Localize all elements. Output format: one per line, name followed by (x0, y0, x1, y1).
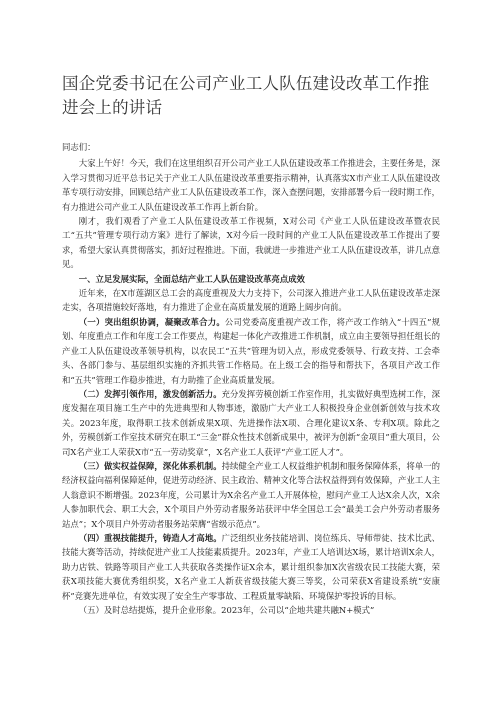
item-lead-5: （五）及时总结提炼，提升企业形象。 (78, 605, 222, 615)
item-body-1: 公司党委高度重视产改工作，将产改工作纳入“十四五”规划、年度重点工作和年度工会工作要点，构建起一体化产改推进工作机制，成立由主要领导担任组长的产业工人队伍建设改革领导机构，以农民工“五共”管理为切入点，形成党委领导、行政支持、工会牵头、各部门参与、基层组织实施的齐抓共管工作格局。在上级工会的指导和帮扶下，各项目产改工作和“五共”管理工作稳步推进，有力助推了企业高质量发展。 (62, 316, 440, 385)
item-lead-3: （三）做实权益保障，深化体系机制。 (78, 460, 222, 471)
item-lead-2: （二）发挥引领作用，激发创新活力。 (78, 388, 222, 399)
item-lead-4: （四）重视技能提升，铸造人才高地。 (78, 532, 222, 543)
section-intro-paragraph: 近年来，在X市莲湖区总工会的高度重视及大力支持下，公司深入推进产业工人队伍建设改革走深走实，各项措施较好落地，有力推进了企业在高质量发展的道路上阔步向前。 (62, 288, 440, 313)
intro-paragraph-2: 刚才，我们观看了产业工人队伍建设改革工作视频，X对公司《产业工人队伍建设改革暨农民工“五共”管理专项行动方案》进行了解读，X对今后一段时间的产业工人队伍建设改革工作提出了要求，希望大家认真贯彻落实，抓好过程推进。下面，我就进一步推进产业工人队伍建设改革，讲几点意见。 (62, 216, 440, 270)
item-paragraph-4 (62, 531, 440, 603)
item-paragraph-3 (62, 459, 440, 531)
item-paragraph-1 (62, 315, 440, 387)
item-body-5: 2023年，公司以“企地共建共融N+模式” (221, 605, 375, 615)
item-paragraph-2 (62, 387, 440, 459)
item-body-2: 充分发挥劳模创新工作室作用，扎实做好典型选树工作，深度发掘在项目施工生产中的先进典型和人物事迹，激励广大产业工人积极投身企业创新创效与技术攻关。2023年度，取得职工技术创新成果X项、先进操作法X项、合理化建议X条、专利X项。除此之外，劳模创新工作室技术研究在职工“三金”群众性技术创新成果中，被评为创新“金项目”重大项目，公司X名产业工人荣获X市“五一劳动奖章”，X名产业工人获评“产业工匠人才”。 (62, 388, 440, 457)
intro-paragraph-1: 大家上午好！今天，我们在这里组织召开公司产业工人队伍建设改革工作推进会，主要任务是，深入学习贯彻习近平总书记关于产业工人队伍建设改革重要指示精神，认真落实X市产业工人队伍建设改革专项行动安排，回顾总结产业工人队伍建设改革工作，深入查摆问题，安排部署今后一段时期工作，有力推进公司产业工人队伍建设改革工作再上新台阶。 (62, 158, 440, 212)
item-lead-1: （一）突出组织协调，凝聚改革合力。 (78, 316, 225, 327)
greeting: 同志们： (62, 142, 96, 152)
item-paragraph-5 (62, 603, 440, 617)
item-body-3: 持续健全产业工人权益维护机制和服务保障体系，将单一的经济权益向福利保障延伸，促进劳动经济、民主政治、精神文化等合法权益得到有效保障，产业工人主人翁意识不断增强。2023年度，公司累计为X余名产业工人开展体检，慰问产业工人达X余人次，X余人参加职代会、职工大会，X个项目户外劳动者服务站获评中华全国总工会“最美工会户外劳动者服务站点”；X个项目户外劳动者服务站荣膺“省级示范点”。 (62, 460, 440, 529)
section-heading-1: 一、立足发展实际，全面总结产业工人队伍建设改革亮点成效 (78, 273, 305, 284)
item-body-4: 广泛组织业务技能培训、岗位练兵、导师带徒、技术比武、技能大赛等活动，持续促进产业工人技能素质提升。2023年，产业工人培训达X场，累计培训X余人，助力店铁、铁路等项目产业工人共获取各类操作证X余本，累计组织参加X次省级农民工技能大赛，荣获X项技能大赛优秀组织奖，X名产业工人新获省级技能大赛三等奖，公司荣获X省建设系统“安康杯”竞赛先进单位，有效实现了安全生产零事故、工程质量零缺陷、环境保护零投诉的目标。 (62, 532, 440, 601)
document-title: 国企党委书记在公司产业工人队伍建设改革工作推进会上的讲话 (62, 74, 430, 117)
